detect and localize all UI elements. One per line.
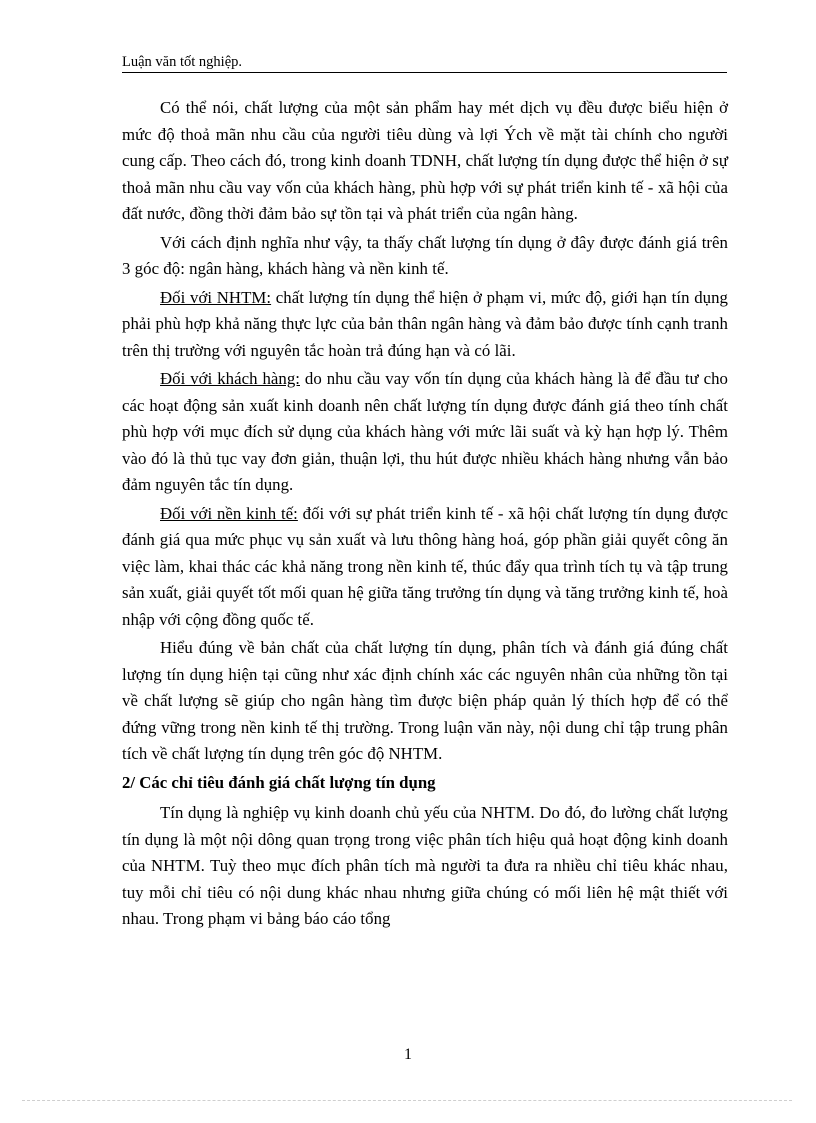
paragraph-economy-label: Đối với nền kinh tế: — [160, 503, 298, 523]
paragraph-economy — [122, 501, 728, 634]
paragraph-economy-text: đối với sự phát triển kinh tế - xã hội chất lượng tín dụng được đánh giá qua mức phục vụ sản xuất và lưu thông hàng hoá, góp phần giải quyết công ăn việc làm, khai thác các khả năng trong nền kinh tế, thúc đẩy qua trình tích tụ và tập trung sản xuất, giải quyết tốt mối quan hệ giữa tăng trưởng tín dụng và tăng trưởng kinh tế, hoà nhập với cộng đồng quốc tế. — [122, 503, 728, 629]
document-body — [122, 95, 728, 935]
paragraph-customer-label: Đối với khách hàng: — [160, 369, 300, 388]
paragraph-customer — [122, 366, 728, 499]
section-heading: 2/ Các chỉ tiêu đánh giá chất lượng tín dụng — [122, 772, 436, 792]
paragraph-nhtm-text: chất lượng tín dụng thể hiện ở phạm vi, mức độ, giới hạn tín dụng phải phù hợp khả năng thực lực của bản thân ngân hàng và đảm bảo được tính cạnh tranh trên thị trường với nguyên tắc hoàn trả đúng hạn và có lãi. — [122, 287, 728, 360]
page-number: 1 — [404, 1046, 412, 1063]
paragraph-nhtm — [122, 285, 728, 365]
paragraph-6: Hiểu đúng về bản chất của chất lượng tín dụng, phân tích và đánh giá đúng chất lượng tín dụng hiện tại cũng như xác định chính xác các nguyên nhân của những tồn tại về chất lượng sẽ giúp cho ngân hàng tìm được biện pháp quản lý thích hợp để có thể đứng vững trong nền kinh tế thị trường. Trong luận văn này, nội dung chỉ tập trung phân tích về chất lượng tín dụng trên góc độ NHTM. — [122, 638, 728, 763]
running-header — [122, 52, 727, 73]
footer-divider — [22, 1100, 792, 1101]
paragraph-1: Có thể nói, chất lượng của một sản phẩm hay mét dịch vụ đều được biểu hiện ở mức độ thoả mãn nhu cầu của người tiêu dùng và lợi Ých về mặt tài chính cho người cung cấp. Theo cách đó, trong kinh doanh TDNH, chất lượng tín dụng được thể hiện ở sự thoả mãn nhu cầu vay vốn của khách hàng, phù hợp với sự phát triển kinh tế - xã hội của đất nước, đồng thời đảm bảo sự tồn tại và phát triển của ngân hàng. — [122, 98, 728, 223]
paragraph-2: Với cách định nghĩa như vậy, ta thấy chất lượng tín dụng ở đây được đánh giá trên 3 góc độ: ngân hàng, khách hàng và nền kinh tế. — [122, 232, 728, 278]
paragraph-customer-text: do nhu cầu vay vốn tín dụng của khách hàng là để đầu tư cho các hoạt động sản xuất kinh doanh nên chất lượng tín dụng được đánh giá theo tính chất phù hợp với mục đích sử dụng của khách hàng với mức lãi suất và kỳ hạn hợp lý. Thêm vào đó là thủ tục vay đơn giản, thuận lợi, thu hút được nhiều khách hàng nhưng vẫn bảo đảm nguyên tắc tín dụng. — [122, 369, 728, 494]
header-title: Luận văn tốt nghiệp. — [122, 54, 243, 70]
paragraph-7: Tín dụng là nghiệp vụ kinh doanh chủ yếu của NHTM. Do đó, đo lường chất lượng tín dụng là một nội dông quan trọng trong việc phân tích hiệu quả hoạt động kinh doanh của NHTM. Tuỳ theo mục đích phân tích mà người ta đưa ra nhiều chỉ tiêu khác nhau, tuy mỗi chỉ tiêu có nội dung khác nhau nhưng giữa chúng có mối liên hệ mật thiết với nhau. Trong phạm vi bảng báo cáo tổng — [122, 803, 728, 928]
paragraph-nhtm-label: Đối với NHTM: — [160, 287, 272, 307]
